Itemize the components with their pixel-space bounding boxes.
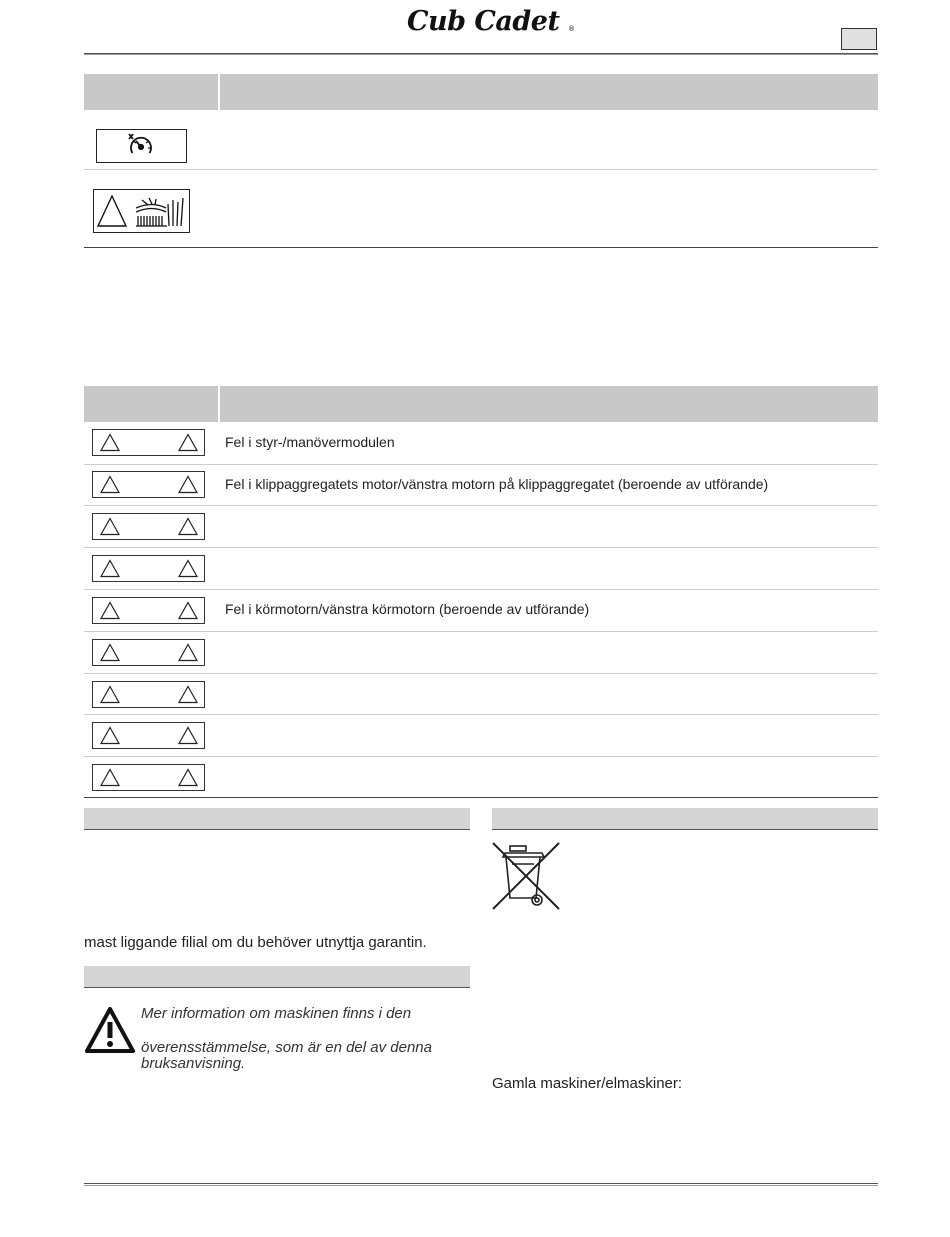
status-icon-cell-2: [93, 189, 190, 233]
fault-code-box: [92, 513, 205, 540]
fault-code-box: [92, 471, 205, 498]
warning-triangle-icon: [177, 433, 199, 452]
page-number-box: [841, 28, 877, 50]
warning-triangle-icon: [99, 643, 121, 662]
cub-cadet-logo: [405, 2, 580, 38]
warning-triangle-icon: [99, 559, 121, 578]
fault-description: Fel i klippaggregatets motor/vänstra motorn på klippaggregatet (beroende av utförande): [225, 476, 769, 492]
warning-triangle-icon: [99, 726, 121, 745]
warning-mower-blade-icon: [94, 190, 189, 232]
info-note-line-1: Mer information om maskinen finns i den: [141, 1005, 412, 1022]
warranty-section-bar: [84, 808, 470, 830]
fault-code-box: [92, 764, 205, 791]
warranty-text: mast liggande filial om du behöver utnyttja garantin.: [84, 934, 427, 951]
warning-triangle-icon: [177, 768, 199, 787]
speedometer-icon: [97, 130, 186, 162]
fault-description: Fel i körmotorn/vänstra körmotorn (beroende av utförande): [225, 601, 590, 617]
warning-triangle-icon: [99, 433, 121, 452]
fault-code-box: [92, 639, 205, 666]
warning-triangle-icon: [177, 685, 199, 704]
info-section-bar: [84, 966, 470, 988]
warning-triangle-icon: [177, 559, 199, 578]
warning-triangle-icon: [99, 601, 121, 620]
fault-table-header: [84, 386, 878, 422]
warning-triangle-icon: [99, 517, 121, 536]
fault-code-box: [92, 429, 205, 456]
fault-code-box: [92, 597, 205, 624]
header-rule: [84, 53, 878, 55]
warning-triangle-icon: [177, 601, 199, 620]
warning-triangle-icon: [99, 685, 121, 704]
disposal-text: Gamla maskiner/elmaskiner:: [492, 1075, 683, 1092]
disposal-section-bar: [492, 808, 878, 830]
fault-code-box: [92, 722, 205, 749]
footer-rule: [84, 1183, 878, 1186]
fault-code-box: [92, 555, 205, 582]
brand-text: Cub Cadet: [407, 6, 560, 37]
fault-code-box: [92, 681, 205, 708]
warning-triangle-icon: [177, 726, 199, 745]
svg-text:®: ®: [568, 25, 575, 33]
warning-triangle-icon: [99, 475, 121, 494]
warning-triangle-icon: [177, 643, 199, 662]
info-note-line-2: överensstämmelse, som är en del av denna: [141, 1039, 432, 1056]
warning-icon: [84, 1006, 136, 1054]
warning-triangle-icon: [177, 475, 199, 494]
status-table-header: [84, 74, 878, 110]
crossed-out-wheelie-bin-icon: [490, 840, 562, 912]
fault-description: Fel i styr-/manövermodulen: [225, 434, 395, 450]
warning-triangle-icon: [177, 517, 199, 536]
warning-triangle-icon: [99, 768, 121, 787]
info-note-line-3: bruksanvisning.: [141, 1055, 246, 1072]
status-icon-cell-1: [96, 129, 187, 163]
